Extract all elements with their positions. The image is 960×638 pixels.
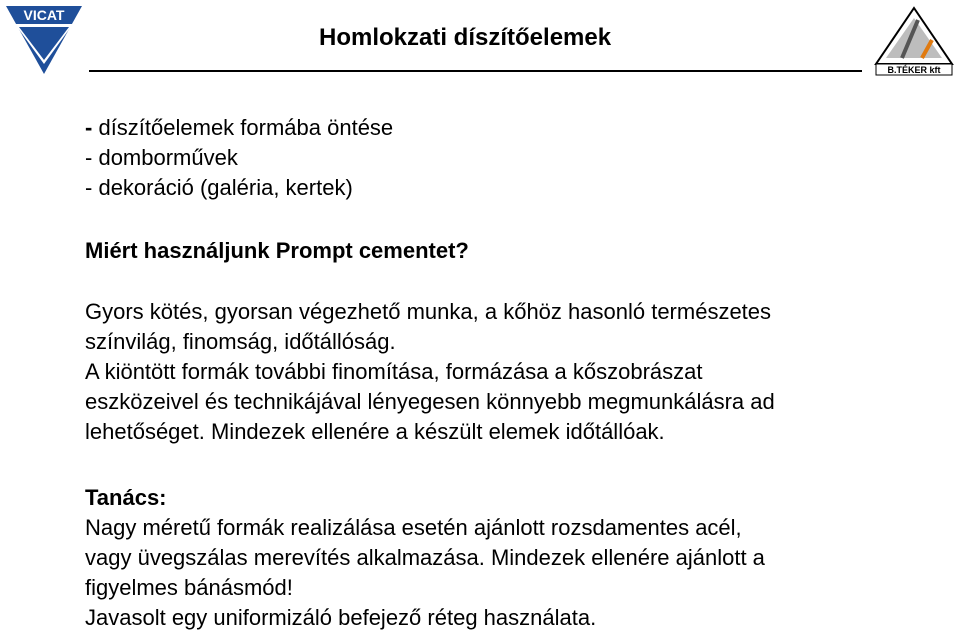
list-item: [85, 113, 393, 143]
question-heading: Miért használjunk Prompt cementet?: [85, 238, 469, 263]
advice-line: Javasolt egy uniformizáló befejező réteg használata.: [85, 605, 597, 630]
advice-line: figyelmes bánásmód!: [85, 575, 293, 600]
paragraph-line: lehetőséget. Mindezek ellenére a készült elemek időtállóak.: [85, 419, 665, 444]
list-item-text: domborművek: [98, 145, 238, 170]
advice-section: [85, 483, 765, 633]
header-divider: [89, 70, 862, 72]
teker-logo-text: B.TÉKER kft: [887, 65, 941, 75]
advice-line: Nagy méretű formák realizálása esetén ajánlott rozsdamentes acél,: [85, 515, 742, 540]
paragraph-line: A kiöntött formák további finomítása, formázása a kőszobrászat: [85, 359, 703, 384]
list-item-text: dekoráció (galéria, kertek): [98, 175, 353, 200]
paragraph-line: Gyors kötés, gyorsan végezhető munka, a kőhöz hasonló természetes: [85, 299, 772, 324]
list-item-dash: -: [85, 145, 99, 170]
list-item: [85, 173, 393, 203]
vicat-logo: [4, 4, 84, 76]
page-title: Homlokzati díszítőelemek: [319, 24, 612, 51]
paragraph-line: eszközeivel és technikájával lényegesen könnyebb megmunkálásra ad: [85, 389, 775, 414]
vicat-logo-text: VICAT: [23, 7, 65, 23]
feature-list: [85, 113, 393, 203]
list-item-text: díszítőelemek formába öntése: [98, 115, 394, 140]
advice-line: vagy üvegszálas merevítés alkalmazása. Mindezek ellenére ajánlott a: [85, 545, 765, 570]
benefits-paragraph: [85, 297, 775, 447]
teker-logo: [872, 6, 956, 76]
list-item-dash: -: [85, 175, 99, 200]
paragraph-line: színvilág, finomság, időtállóság.: [85, 329, 396, 354]
list-item: [85, 143, 393, 173]
list-item-dash: -: [85, 115, 99, 140]
advice-heading: Tanács:: [85, 485, 167, 510]
